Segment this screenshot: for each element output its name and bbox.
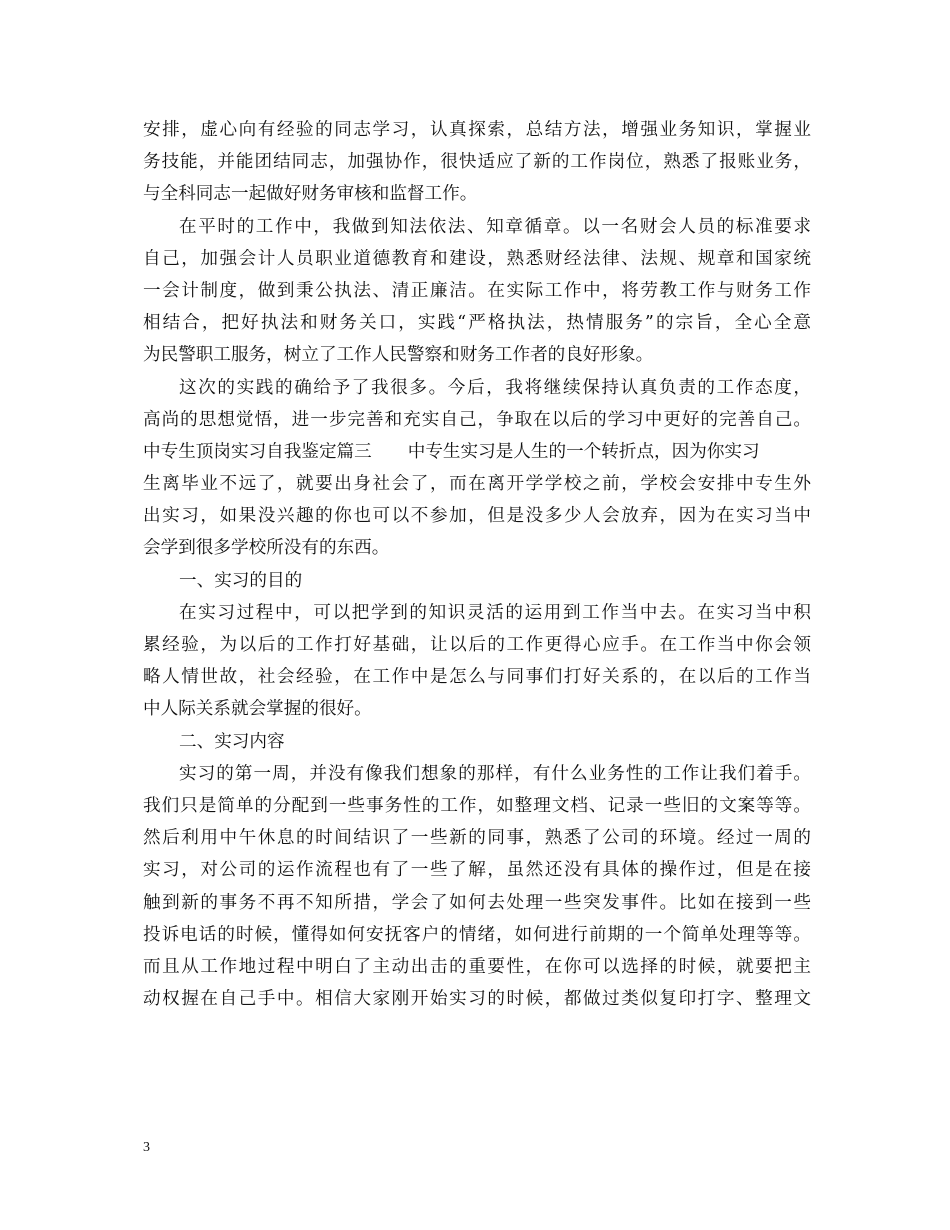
text-line: 触到新的事务不再不知所措，学会了如何去处理一些突发事件。比如在接到一些 — [143, 892, 811, 913]
text-line: 会学到很多学校所没有的东西。 — [143, 538, 390, 559]
text-line: 动权握在自己手中。相信大家刚开始实习的时候，都做过类似复印打字、整理文 — [143, 989, 811, 1010]
document-body — [143, 114, 811, 1015]
text-line: 实习，对公司的运作流程也有了一些了解，虽然还没有具体的操作过，但是在接 — [143, 860, 811, 881]
text-line: 投诉电话的时候，懂得如何安抚客户的情绪，如何进行前期的一个简单处理等等。 — [143, 924, 811, 945]
text-line: 自己，加强会计人员职业道德教育和建设，熟悉财经法律、法规、规章和国家统 — [143, 248, 811, 269]
text-line: 二、实习内容 — [179, 731, 285, 752]
text-line: 略人情世故，社会经验，在工作中是怎么与同事们打好关系的，在以后的工作当 — [143, 667, 811, 688]
text-line — [143, 436, 811, 468]
text-line: 安排，虚心向有经验的同志学习，认真探索，总结方法，增强业务知识，掌握业 — [143, 120, 811, 140]
text-line: 在平时的工作中，我做到知法依法、知章循章。以一名财会人员的标准要求 — [179, 216, 811, 237]
text-line: 出实习，如果没兴趣的你也可以不参加，但是没多少人会放弃，因为在实习当中 — [143, 506, 811, 527]
text-line: 实习的第一周，并没有像我们想象的那样，有什么业务性的工作让我们着手。 — [179, 763, 811, 784]
text-line: 生离毕业不远了，就要出身社会了，而在离开学学校之前，学校会安排中专生外 — [143, 474, 811, 495]
text-line: 我们只是简单的分配到一些事务性的工作，如整理文档、记录一些旧的文案等等。 — [143, 795, 811, 816]
line-text: 中专生实习是人生的一个转折点，因为你实习 — [407, 441, 760, 462]
text-line: 累经验，为以后的工作打好基础，让以后的工作更得心应手。在工作当中你会领 — [143, 635, 811, 655]
text-line: 为民警职工服务，树立了工作人民警察和财务工作者的良好形象。 — [143, 345, 654, 366]
text-line: 一、实习的目的 — [179, 570, 303, 591]
text-line: 而且从工作地过程中明白了主动出击的重要性，在你可以选择的时候，就要把主 — [143, 956, 811, 977]
text-line: 在实习过程中，可以把学到的知识灵活的运用到工作当中去。在实习当中积 — [179, 602, 811, 623]
text-line: 一会计制度，做到秉公执法、清正廉洁。在实际工作中，将劳教工作与财务工作 — [143, 280, 811, 301]
page-number: 3 — [143, 1140, 150, 1155]
text-line: 高尚的思想觉悟，进一步完善和充实自己，争取在以后的学习中更好的完善自己。 — [143, 409, 811, 430]
text-line: 务技能，并能团结同志，加强协作，很快适应了新的工作岗位，熟悉了报账业务， — [143, 152, 811, 173]
section-heading: 中专生顶岗实习自我鉴定篇三 — [143, 441, 372, 462]
text-line: 然后利用中午休息的时间结识了一些新的同事，熟悉了公司的环境。经过一周的 — [143, 828, 811, 849]
text-line: 中人际关系就会掌握的很好。 — [143, 699, 372, 720]
text-line: 这次的实践的确给予了我很多。今后，我将继续保持认真负责的工作态度， — [179, 377, 811, 398]
text-line: 相结合，把好执法和财务关口，实践“严格执法，热情服务”的宗旨，全心全意 — [143, 313, 811, 334]
text-line: 与全科同志一起做好财务审核和监督工作。 — [143, 184, 478, 205]
